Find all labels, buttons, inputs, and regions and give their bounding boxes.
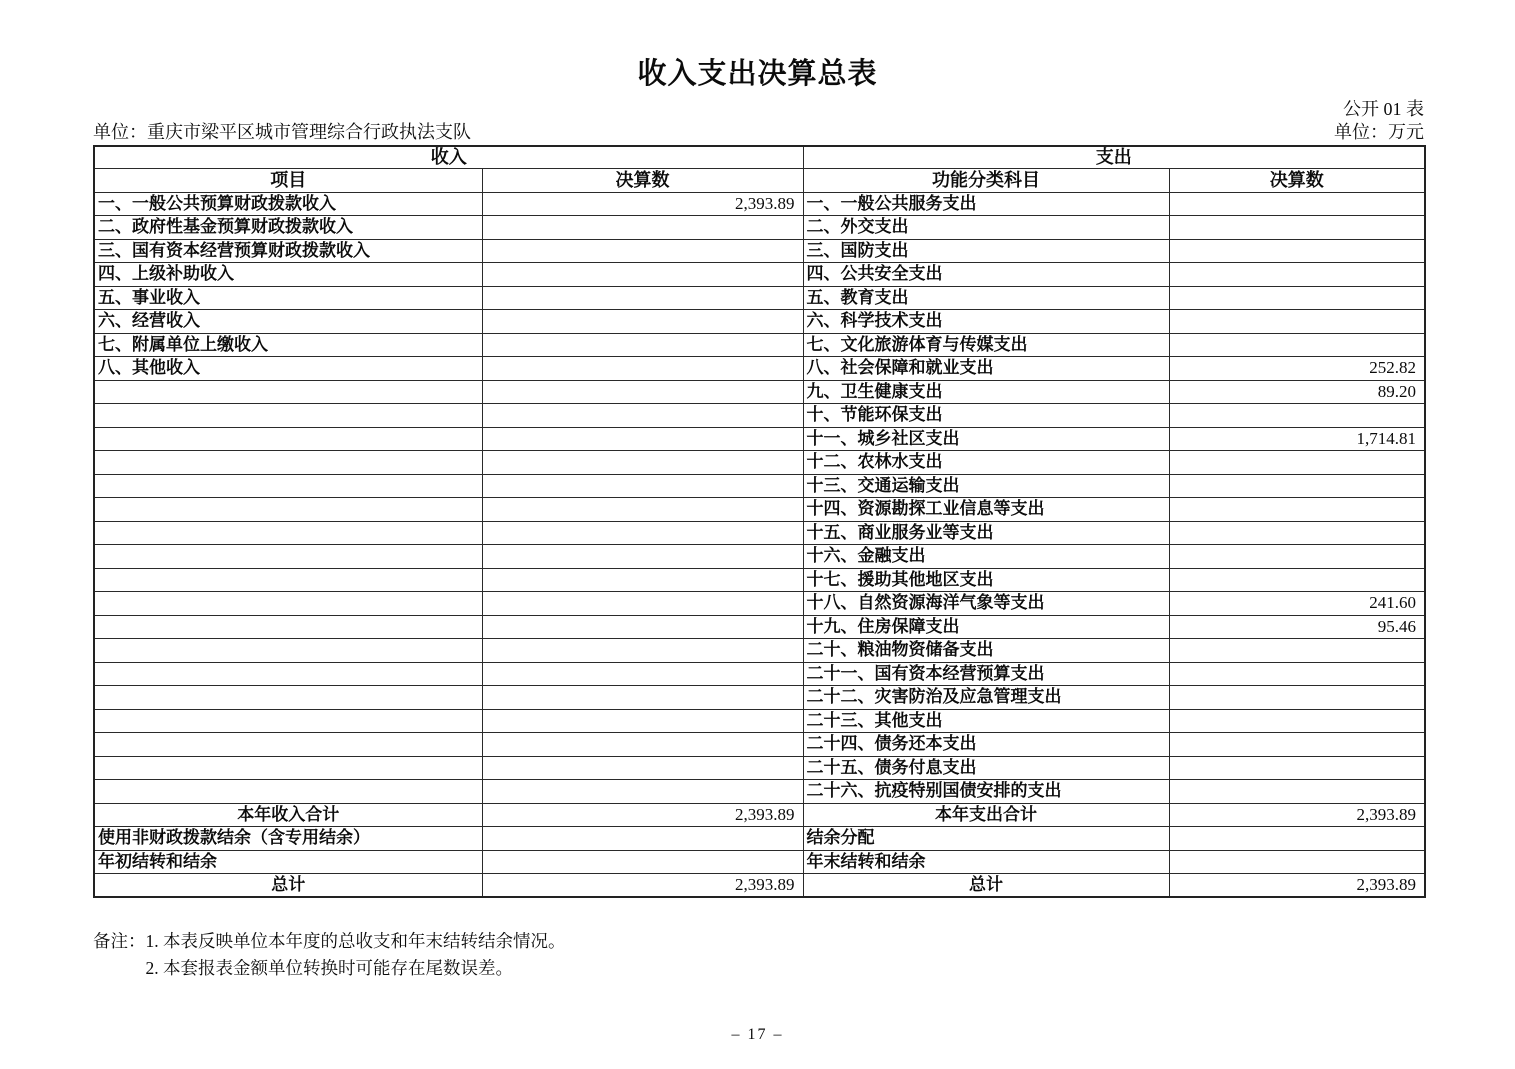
expense-amount-cell — [1169, 263, 1425, 287]
table-body — [94, 192, 1425, 897]
table-row — [94, 239, 1425, 263]
income-item-cell — [94, 709, 482, 733]
expense-item-cell: 十六、金融支出 — [803, 545, 1169, 569]
income-amount-cell — [482, 357, 803, 381]
page-number: – 17 – — [731, 1026, 784, 1043]
expense-category-header: 功能分类科目 — [803, 168, 1169, 192]
expense-amount-cell: 252.82 — [1169, 357, 1425, 381]
income-amount-cell — [482, 709, 803, 733]
expense-item-cell: 四、公共安全支出 — [803, 263, 1169, 287]
table-row — [94, 498, 1425, 522]
expense-amount-cell — [1169, 568, 1425, 592]
expense-item-cell: 七、文化旅游体育与传媒支出 — [803, 333, 1169, 357]
summary-row — [94, 850, 1425, 874]
income-amount-cell — [482, 216, 803, 240]
expense-item-cell: 十五、商业服务业等支出 — [803, 521, 1169, 545]
expense-item-cell: 九、卫生健康支出 — [803, 380, 1169, 404]
table-row — [94, 451, 1425, 475]
table-row — [94, 333, 1425, 357]
expense-item-cell: 十七、援助其他地区支出 — [803, 568, 1169, 592]
income-item-cell: 一、一般公共预算财政拨款收入 — [94, 192, 482, 216]
income-item-cell — [94, 521, 482, 545]
income-amount-cell — [482, 733, 803, 757]
expense-item-cell: 六、科学技术支出 — [803, 310, 1169, 334]
income-amount-cell — [482, 662, 803, 686]
table-row — [94, 709, 1425, 733]
income-item-cell — [94, 404, 482, 428]
income-item-cell: 二、政府性基金预算财政拨款收入 — [94, 216, 482, 240]
income-amount-cell — [482, 427, 803, 451]
budget-summary-table — [93, 145, 1426, 898]
expense-amount-cell: 1,714.81 — [1169, 427, 1425, 451]
income-item-header: 项目 — [94, 168, 482, 192]
table-row — [94, 615, 1425, 639]
income-item-cell — [94, 592, 482, 616]
income-summary-label-cell: 总计 — [94, 874, 482, 898]
income-amount-cell — [482, 521, 803, 545]
income-summary-label-cell: 年初结转和结余 — [94, 850, 482, 874]
expense-amount-cell — [1169, 333, 1425, 357]
income-item-cell: 四、上级补助收入 — [94, 263, 482, 287]
income-item-cell — [94, 639, 482, 663]
table-row — [94, 216, 1425, 240]
table-row — [94, 263, 1425, 287]
income-section-header: 收入 — [94, 146, 803, 168]
expense-amount-cell — [1169, 756, 1425, 780]
expense-amount-cell — [1169, 709, 1425, 733]
income-amount-cell — [482, 310, 803, 334]
expense-amount-cell — [1169, 662, 1425, 686]
table-row — [94, 286, 1425, 310]
income-item-cell — [94, 733, 482, 757]
table-row — [94, 733, 1425, 757]
income-amount-cell — [482, 780, 803, 804]
expense-amount-cell — [1169, 451, 1425, 475]
income-amount-cell — [482, 756, 803, 780]
expense-amount-cell — [1169, 498, 1425, 522]
expense-item-cell: 十九、住房保障支出 — [803, 615, 1169, 639]
table-row — [94, 380, 1425, 404]
income-item-cell — [94, 662, 482, 686]
income-item-cell — [94, 380, 482, 404]
expense-item-cell: 十四、资源勘探工业信息等支出 — [803, 498, 1169, 522]
income-amount-cell — [482, 451, 803, 475]
table-row — [94, 357, 1425, 381]
income-amount-cell — [482, 545, 803, 569]
income-amount-cell — [482, 615, 803, 639]
income-amount-cell — [482, 686, 803, 710]
section-header-row — [94, 146, 1425, 168]
income-amount-cell — [482, 263, 803, 287]
income-amount-cell — [482, 639, 803, 663]
table-row — [94, 427, 1425, 451]
expense-item-cell: 十二、农林水支出 — [803, 451, 1169, 475]
table-code-label: 公开 01 表 — [1343, 99, 1424, 119]
expense-item-cell: 五、教育支出 — [803, 286, 1169, 310]
income-item-cell — [94, 615, 482, 639]
expense-item-cell: 十八、自然资源海洋气象等支出 — [803, 592, 1169, 616]
income-item-cell: 八、其他收入 — [94, 357, 482, 381]
income-summary-amount-cell: 2,393.89 — [482, 803, 803, 827]
income-amount-cell — [482, 474, 803, 498]
expense-amount-header: 决算数 — [1169, 168, 1425, 192]
income-amount-header: 决算数 — [482, 168, 803, 192]
expense-amount-cell: 241.60 — [1169, 592, 1425, 616]
table-row — [94, 756, 1425, 780]
income-amount-cell — [482, 380, 803, 404]
table-row — [94, 568, 1425, 592]
income-item-cell — [94, 498, 482, 522]
income-amount-cell — [482, 498, 803, 522]
expense-amount-cell — [1169, 780, 1425, 804]
page-title: 收入支出决算总表 — [637, 58, 878, 90]
expense-amount-cell — [1169, 239, 1425, 263]
income-amount-cell: 2,393.89 — [482, 192, 803, 216]
expense-amount-cell — [1169, 404, 1425, 428]
income-item-cell — [94, 545, 482, 569]
income-amount-cell — [482, 404, 803, 428]
expense-item-cell: 二十四、债务还本支出 — [803, 733, 1169, 757]
expense-item-cell: 八、社会保障和就业支出 — [803, 357, 1169, 381]
expense-summary-amount-cell: 2,393.89 — [1169, 803, 1425, 827]
income-amount-cell — [482, 568, 803, 592]
expense-amount-cell — [1169, 310, 1425, 334]
income-summary-amount-cell — [482, 850, 803, 874]
summary-row — [94, 803, 1425, 827]
income-amount-cell — [482, 333, 803, 357]
income-summary-label-cell: 本年收入合计 — [94, 803, 482, 827]
expense-item-cell: 二十三、其他支出 — [803, 709, 1169, 733]
expense-amount-cell — [1169, 545, 1425, 569]
expense-amount-cell — [1169, 521, 1425, 545]
expense-summary-label-cell: 本年支出合计 — [803, 803, 1169, 827]
expense-amount-cell — [1169, 686, 1425, 710]
org-unit-label: 单位：重庆市梁平区城市管理综合行政执法支队 — [93, 122, 471, 142]
table-row — [94, 592, 1425, 616]
expense-summary-label-cell: 总计 — [803, 874, 1169, 898]
expense-item-cell: 三、国防支出 — [803, 239, 1169, 263]
income-summary-amount-cell — [482, 827, 803, 851]
expense-item-cell: 十、节能环保支出 — [803, 404, 1169, 428]
income-item-cell — [94, 686, 482, 710]
note-line-2: 2. 本套报表金额单位转换时可能存在尾数误差。 — [145, 958, 513, 978]
income-summary-label-cell: 使用非财政拨款结余（含专用结余） — [94, 827, 482, 851]
table-row — [94, 662, 1425, 686]
expense-amount-cell — [1169, 286, 1425, 310]
income-item-cell — [94, 756, 482, 780]
income-amount-cell — [482, 239, 803, 263]
expense-summary-amount-cell — [1169, 850, 1425, 874]
table-row — [94, 780, 1425, 804]
expense-item-cell: 二十五、债务付息支出 — [803, 756, 1169, 780]
income-amount-cell — [482, 286, 803, 310]
expense-amount-cell — [1169, 474, 1425, 498]
summary-row — [94, 874, 1425, 898]
table-row — [94, 545, 1425, 569]
expense-amount-cell — [1169, 733, 1425, 757]
expense-item-cell: 二十、粮油物资储备支出 — [803, 639, 1169, 663]
table-row — [94, 521, 1425, 545]
expense-item-cell: 二、外交支出 — [803, 216, 1169, 240]
expense-item-cell: 二十一、国有资本经营预算支出 — [803, 662, 1169, 686]
income-item-cell — [94, 474, 482, 498]
currency-unit-label: 单位：万元 — [1334, 122, 1424, 142]
table-row — [94, 639, 1425, 663]
income-item-cell — [94, 451, 482, 475]
table-row — [94, 192, 1425, 216]
table-row — [94, 310, 1425, 334]
expense-item-cell: 二十六、抗疫特别国债安排的支出 — [803, 780, 1169, 804]
table-row — [94, 404, 1425, 428]
income-item-cell — [94, 780, 482, 804]
income-item-cell: 三、国有资本经营预算财政拨款收入 — [94, 239, 482, 263]
expense-amount-cell — [1169, 639, 1425, 663]
expense-amount-cell: 89.20 — [1169, 380, 1425, 404]
column-header-row — [94, 168, 1425, 192]
expense-summary-amount-cell — [1169, 827, 1425, 851]
expense-item-cell: 一、一般公共服务支出 — [803, 192, 1169, 216]
expense-summary-label-cell: 年末结转和结余 — [803, 850, 1169, 874]
expense-summary-amount-cell: 2,393.89 — [1169, 874, 1425, 898]
expense-item-cell: 十一、城乡社区支出 — [803, 427, 1169, 451]
summary-row — [94, 827, 1425, 851]
expense-item-cell: 二十二、灾害防治及应急管理支出 — [803, 686, 1169, 710]
expense-item-cell: 十三、交通运输支出 — [803, 474, 1169, 498]
expense-amount-cell: 95.46 — [1169, 615, 1425, 639]
notes-label: 备注： — [93, 931, 146, 951]
income-item-cell: 六、经营收入 — [94, 310, 482, 334]
expense-section-header: 支出 — [803, 146, 1425, 168]
income-summary-amount-cell: 2,393.89 — [482, 874, 803, 898]
table-row — [94, 474, 1425, 498]
expense-amount-cell — [1169, 192, 1425, 216]
income-item-cell: 五、事业收入 — [94, 286, 482, 310]
notes — [93, 928, 566, 982]
note-line-1: 1. 本表反映单位本年度的总收支和年末结转结余情况。 — [145, 931, 566, 951]
expense-amount-cell — [1169, 216, 1425, 240]
income-item-cell — [94, 568, 482, 592]
expense-summary-label-cell: 结余分配 — [803, 827, 1169, 851]
table-row — [94, 686, 1425, 710]
income-item-cell: 七、附属单位上缴收入 — [94, 333, 482, 357]
income-item-cell — [94, 427, 482, 451]
income-amount-cell — [482, 592, 803, 616]
